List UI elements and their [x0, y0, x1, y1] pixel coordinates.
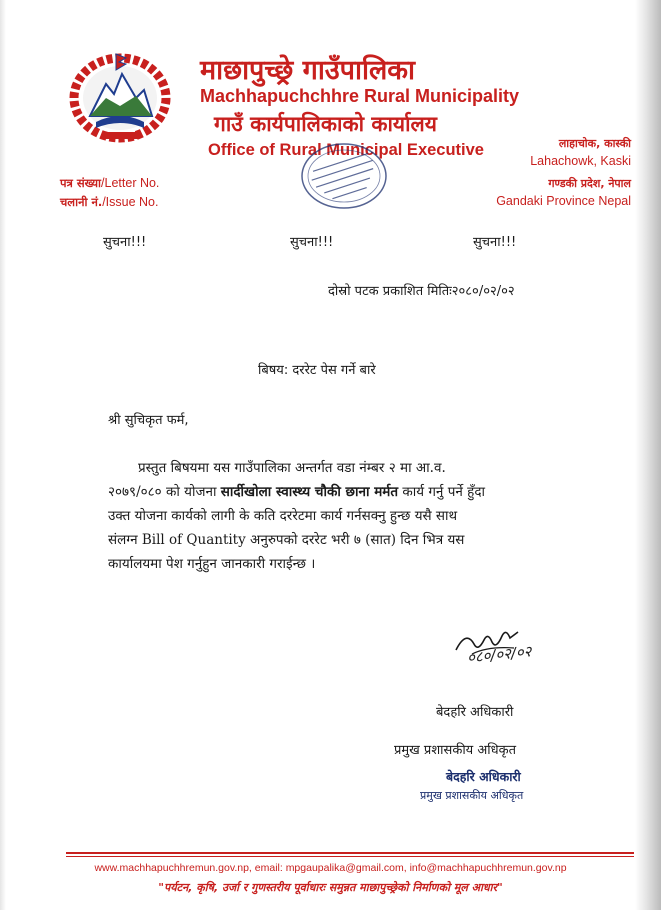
- notice-body: [108, 456, 548, 576]
- letter-number-label-english: /Letter No.: [101, 176, 160, 190]
- province-english: Gandaki Province Nepal: [496, 194, 631, 208]
- office-title-nepali: गाउँ कार्यपालिकाको कार्यालय: [214, 112, 437, 136]
- body-line-part: २०७९/०८० को योजना: [108, 484, 221, 500]
- footer-divider-bottom: [66, 856, 634, 857]
- signatory-designation: प्रमुख प्रशासकीय अधिकृत: [394, 743, 517, 758]
- nepal-emblem-icon: [66, 48, 174, 144]
- scan-shadow-left: [0, 0, 6, 910]
- body-line-part: कार्य गर्नु पर्ने हुँदा: [398, 484, 485, 500]
- body-line: उक्त योजना कार्यको लागी के कति दररेटमा कार्य गर्नसक्नु हुन्छ यसै साथ: [108, 508, 458, 524]
- letter-subject: बिषय: दररेट पेस गर्ने बारे: [258, 363, 376, 378]
- handwritten-date: ०८०/०२/०२: [466, 642, 533, 667]
- notice-label-center: सुचना!!!: [290, 235, 334, 250]
- footer-contact: www.machhapuchhremun.gov.np, email: mpgaupalika@gmail.com, info@machhapuchhremun.gov.np: [94, 862, 567, 874]
- republished-date: दोस्रो पटक प्रकाशित मितिः२०८०/०२/०२: [328, 284, 515, 299]
- issue-number-label-nepali: चलानी नं.: [60, 195, 103, 209]
- letter-number-label-nepali: पत्र संख्या: [60, 176, 102, 190]
- municipality-title-nepali: माछापुच्छ्रे गाउँपालिका: [200, 55, 416, 86]
- footer-slogan: "पर्यटन, कृषि, उर्जा र गुणस्तरीय पूर्वाधारः समुन्नत माछापुच्छ्रेको निर्माणको मूल आधार": [158, 881, 503, 894]
- signatory-name: बेदहरि अधिकारी: [436, 705, 514, 720]
- salutation: श्री सुचिकृत फर्म,: [108, 413, 189, 428]
- issue-number-label-english: /Issue No.: [102, 195, 159, 209]
- address-nepali: लाहाचोक, कास्की: [558, 137, 631, 150]
- municipality-title-english: Machhapuchchhre Rural Municipality: [200, 86, 520, 106]
- scan-shadow-right: [635, 0, 661, 910]
- province-nepali: गण्डकी प्रदेश, नेपाल: [548, 177, 631, 190]
- body-line: कार्यालयमा पेश गर्नुहुन जानकारी गराईन्छ ।: [108, 556, 316, 572]
- office-seal-stamp-icon: [298, 140, 390, 212]
- issue-number-label: [60, 195, 158, 210]
- body-line: [108, 480, 548, 504]
- letter-number-label: [60, 176, 159, 191]
- office-title-english: Office of Rural Municipal Executive: [208, 141, 484, 159]
- project-name: सार्दीखोला स्वास्थ्य चौकी छाना मर्मत: [220, 484, 399, 500]
- notice-label-left: सुचना!!!: [103, 235, 147, 250]
- body-line: प्रस्तुत बिषयमा यस गाउँपालिका अन्तर्गत वडा नंम्बर २ मा आ.व.: [138, 460, 446, 476]
- footer-divider-top: [66, 852, 634, 854]
- notice-label-right: सुचना!!!: [473, 235, 517, 250]
- address-english: Lahachowk, Kaski: [530, 154, 631, 168]
- signature-stamp-name: बेदहरि अधिकारी: [446, 769, 521, 784]
- body-line: संलग्न Bill of Quantity अनुरुपको दररेट भरी ७ (सात) दिन भित्र यस: [108, 532, 465, 548]
- signature-stamp-designation: प्रमुख प्रशासकीय अधिकृत: [420, 789, 524, 802]
